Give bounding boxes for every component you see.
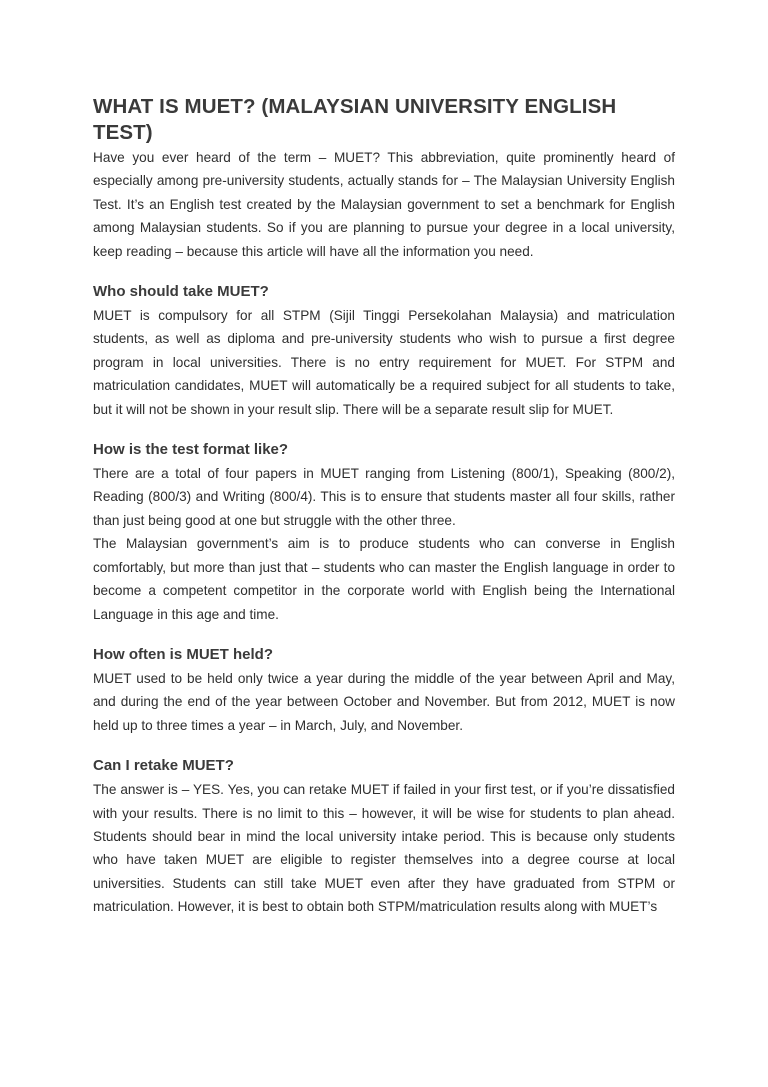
page-title: WHAT IS MUET? (MALAYSIAN UNIVERSITY ENGLISH TEST) (93, 95, 617, 144)
section-retake (93, 756, 675, 918)
section-heading: Can I retake MUET? (93, 757, 234, 775)
section-who-should-take (93, 282, 675, 421)
section-heading: How often is MUET held? (93, 645, 273, 663)
section-paragraph: MUET is compulsory for all STPM (Sijil Tinggi Persekolahan Malaysia) and matriculation students, as well as diploma and pre-university students who wish to pursue a first degree program in local universities. There is no entry requirement for MUET. For STPM and matriculation candidates, MUET will automatically be a required subject for all students to take, but it will not be shown in your result slip. There will be a separate result slip for MUET. (93, 308, 675, 417)
section-paragraph: The Malaysian government’s aim is to produce students who can converse in English comfortably, but more than just that – students who can master the English language in order to become a competent competitor in the corporate world with English being the International Language in this age and time. (93, 536, 675, 622)
section-paragraph: The answer is – YES. Yes, you can retake MUET if failed in your first test, or if you’re dissatisfied with your results. There is no limit to this – however, it will be wise for students to plan ahead. Students should bear in mind the local university intake period. This is because only students who have taken MUET are eligible to register themselves into a degree course at local universities. Students can still take MUET even after they have graduated from STPM or matriculation. However, it is best to obtain both STPM/matriculation results along with MUET’s (93, 782, 675, 915)
section-heading: Who should take MUET? (93, 283, 269, 301)
intro-paragraph: Have you ever heard of the term – MUET? This abbreviation, quite prominently heard of especially among pre-university students, actually stands for – The Malaysian University English Test. It’s an English test created by the Malaysian government to set a benchmark for English among Malaysian students. So if you are planning to pursue your degree in a local university, keep reading – because this article will have all the information you need. (93, 150, 675, 259)
section-test-format (93, 440, 675, 626)
document-page (93, 94, 675, 919)
section-paragraph: MUET used to be held only twice a year during the middle of the year between April and May, and during the end of the year between October and November. But from 2012, MUET is now held up to three times a year – in March, July, and November. (93, 670, 675, 733)
section-heading: How is the test format like? (93, 441, 289, 459)
section-paragraph: There are a total of four papers in MUET ranging from Listening (800/1), Speaking (800/2), Reading (800/3) and Writing (800/4). This is to ensure that students master all four skills, rather than just being good at one but struggle with the other three. (93, 466, 675, 528)
section-how-often (93, 645, 675, 737)
